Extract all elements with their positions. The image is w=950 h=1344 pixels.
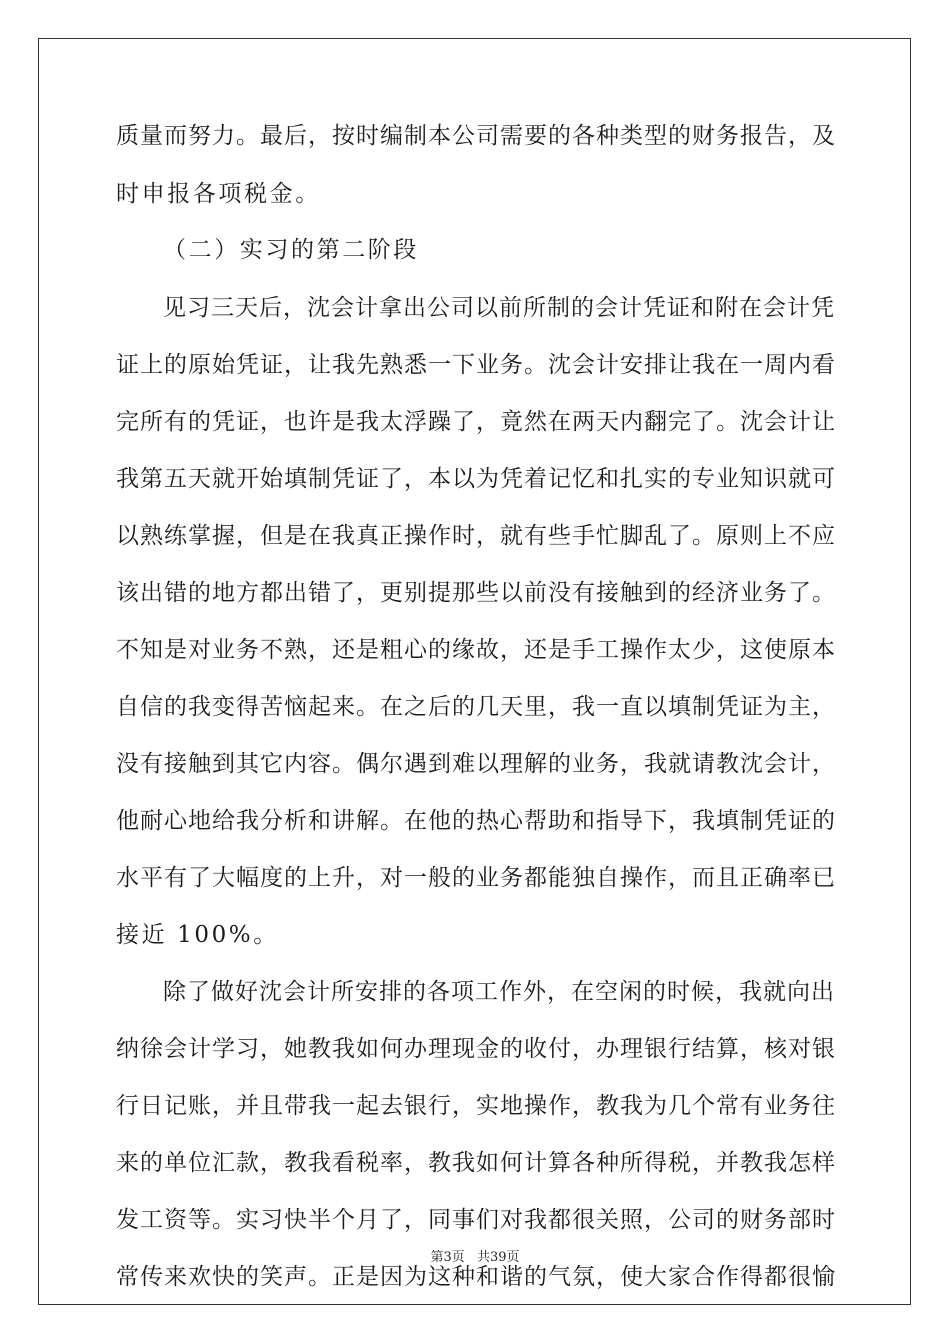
section-heading: （二）实习的第二阶段 [163,237,419,263]
text-line: 见习三天后，沈会计拿出公司以前所制的会计凭证和附在会计凭 [163,295,835,321]
text-line: 常传来欢快的笑声。正是因为这种和谐的气氛，使大家合作得都很愉 [116,1264,836,1290]
text-line: 来的单位汇款，教我看税率，教我如何计算各种所得税，并教我怎样 [116,1150,836,1176]
page-footer [0,1249,950,1267]
text-line: 纳徐会计学习，她教我如何办理现金的收付，办理银行结算，核对银 [116,1036,836,1062]
text-line: 以熟练掌握，但是在我真正操作时，就有些手忙脚乱了。原则上不应 [116,523,836,549]
text-line: 除了做好沈会计所安排的各项工作外，在空闲的时候，我就向出 [163,979,835,1005]
text-line: 水平有了大幅度的上升，对一般的业务都能独自操作，而且正确率已 [116,865,836,891]
text-line: 完所有的凭证，也许是我太浮躁了，竟然在两天内翻完了。沈会计让 [116,409,836,435]
text-line: 自信的我变得苦恼起来。在之后的几天里，我一直以填制凭证为主， [116,694,836,720]
text-line: 该出错的地方都出错了，更别提那些以前没有接触到的经济业务了。 [116,580,836,606]
text-line: 质量而努力。最后，按时编制本公司需要的各种类型的财务报告，及 [116,123,836,149]
text-line: 发工资等。实习快半个月了，同事们对我都很关照，公司的财务部时 [116,1207,836,1233]
page-number: 第3页 [430,1250,465,1265]
text-line: 时申报各项税金。 [116,181,321,207]
page-total: 共39页 [476,1250,520,1265]
text-line: 证上的原始凭证，让我先熟悉一下业务。沈会计安排让我在一周内看 [116,352,836,378]
text-line: 他耐心地给我分析和讲解。在他的热心帮助和指导下，我填制凭证的 [116,808,836,834]
text-line: 没有接触到其它内容。偶尔遇到难以理解的业务，我就请教沈会计， [116,751,836,777]
text-line: 不知是对业务不熟，还是粗心的缘故，还是手工操作太少，这使原本 [116,637,836,663]
text-line: 我第五天就开始填制凭证了，本以为凭着记忆和扎实的专业知识就可 [116,466,836,492]
text-line: 接近 100%。 [116,922,279,948]
text-line: 行日记账，并且带我一起去银行，实地操作，教我为几个常有业务往 [116,1093,836,1119]
